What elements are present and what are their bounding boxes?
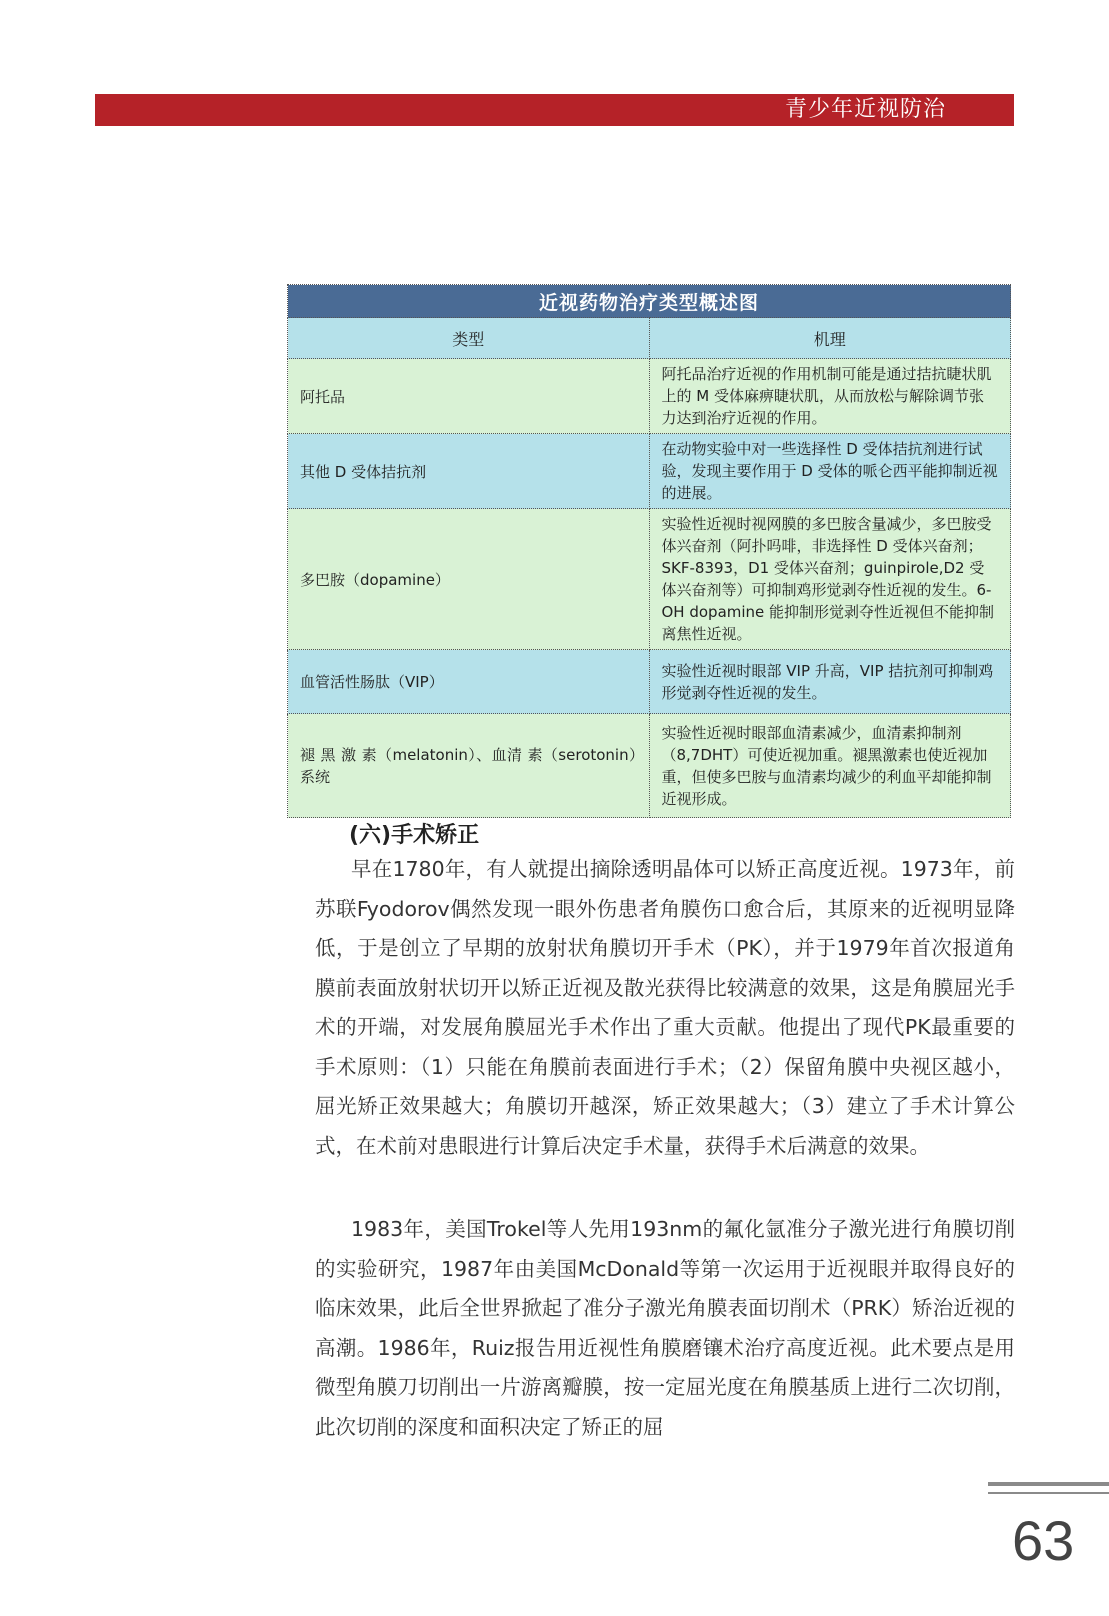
mechanism-cell: 实验性近视时眼部血清素减少，血清素抑制剂（8,7DHT）可使近视加重。褪黑激素也使近视加重，但使多巴胺与血清素均减少的利血平却能抑制近视形成。 [649, 714, 1011, 818]
paragraph: 早在1780年，有人就提出摘除透明晶体可以矫正高度近视。1973年，前苏联Fyodorov偶然发现一眼外伤患者角膜伤口愈合后，其原来的近视明显降低，于是创立了早期的放射状角膜切开手术（PK），并于1979年首次报道角膜前表面放射状切开以矫正近视及散光获得比较满意的效果，这是角膜屈光手术的开端，对发展角膜屈光手术作出了重大贡献。他提出了现代PK最重要的手术原则：（1）只能在角膜前表面进行手术；（2）保留角膜中央视区越小，屈光矫正效果越大；角膜切开越深，矫正效果越大；（3）建立了手术计算公式，在术前对患眼进行计算后决定手术量，获得手术后满意的效果。 [315, 857, 1015, 1158]
type-cell: 血管活性肠肽（VIP） [288, 650, 650, 714]
mechanism-cell: 实验性近视时眼部 VIP 升高，VIP 拮抗剂可抑制鸡形觉剥夺性近视的发生。 [649, 650, 1011, 714]
table-row [288, 434, 1011, 509]
table-row [288, 714, 1011, 818]
type-cell: 其他 D 受体拮抗剂 [288, 434, 650, 509]
drug-treatment-table [287, 284, 1011, 818]
table-title: 近视药物治疗类型概述图 [288, 285, 1011, 318]
overview-table [287, 284, 1011, 818]
table-row [288, 359, 1011, 434]
column-header-type: 类型 [288, 318, 650, 359]
mechanism-cell: 阿托品治疗近视的作用机制可能是通过拮抗睫状肌上的 M 受体麻痹睫状肌，从而放松与解除调节张力达到治疗近视的作用。 [649, 359, 1011, 434]
table-row [288, 509, 1011, 650]
type-cell: 阿托品 [288, 359, 650, 434]
type-cell: 褪 黑 激 素（melatonin）、血清 素（serotonin）系统 [288, 714, 650, 818]
paragraph: 1983年，美国Trokel等人先用193nm的氟化氩准分子激光进行角膜切削的实验研究，1987年由美国McDonald等第一次运用于近视眼并取得良好的临床效果，此后全世界掀起了准分子激光角膜表面切削术（PRK）矫治近视的高潮。1986年，Ruiz报告用近视性角膜磨镶术治疗高度近视。此术要点是用微型角膜刀切削出一片游离瓣膜，按一定屈光度在角膜基质上进行二次切削，此次切削的深度和面积决定了矫正的屈 [315, 1217, 1015, 1439]
section-title: (六)手术矫正 [349, 823, 480, 848]
footer-rule [988, 1482, 1109, 1494]
header-title: 青少年近视防治 [784, 97, 946, 122]
footer-line-thick [988, 1482, 1109, 1486]
mechanism-cell: 实验性近视时视网膜的多巴胺含量减少，多巴胺受体兴奋剂（阿扑吗啡，非选择性 D 受体兴奋剂；SKF-8393，D1 受体兴奋剂；guinpirole,D2 受体兴奋剂等）可抑制鸡形觉剥夺性近视的发生。6-OH dopamine 能抑制形觉剥夺性近视但不能抑制离焦性近视。 [649, 509, 1011, 650]
footer-line-thin [988, 1492, 1109, 1494]
table-row [288, 650, 1011, 714]
type-cell: 多巴胺（dopamine） [288, 509, 650, 650]
table-header-row [288, 318, 1011, 359]
mechanism-cell: 在动物实验中对一些选择性 D 受体拮抗剂进行试验，发现主要作用于 D 受体的哌仑西平能抑制近视的进展。 [649, 434, 1011, 509]
header-bar [95, 94, 1014, 126]
column-header-mechanism: 机理 [649, 318, 1011, 359]
page-number: 63 [1012, 1509, 1075, 1572]
